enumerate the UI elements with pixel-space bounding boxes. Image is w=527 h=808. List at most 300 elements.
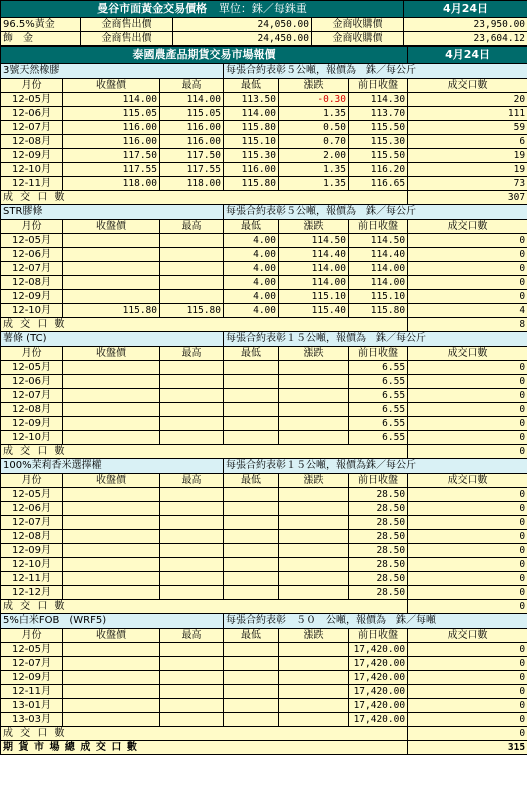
high-cell (160, 431, 224, 445)
table-row (1, 558, 527, 572)
table-row (1, 544, 527, 558)
gold-item-name: 96.5%黃金 (1, 18, 81, 32)
column-header: 月份 (1, 474, 63, 488)
volume-cell: 0 (408, 558, 527, 572)
column-header: 收盤價 (63, 474, 160, 488)
section-name: 100%茉莉香米選擇權 (1, 459, 224, 474)
table-row (1, 361, 527, 375)
month-cell: 12-12月 (1, 586, 63, 600)
high-cell (160, 671, 224, 685)
month-cell: 12-11月 (1, 685, 63, 699)
high-cell (160, 290, 224, 304)
column-header: 最高 (160, 79, 224, 93)
change-cell: 115.40 (279, 304, 349, 318)
volume-cell: 0 (408, 586, 527, 600)
table-row (1, 163, 527, 177)
change-cell (279, 586, 349, 600)
prev-close-cell: 28.50 (349, 488, 408, 502)
low-cell (224, 530, 279, 544)
futures-header (1, 47, 527, 64)
high-cell (160, 488, 224, 502)
low-cell (224, 417, 279, 431)
gold-item-name: 飾 金 (1, 32, 81, 46)
prev-close-cell: 6.55 (349, 389, 408, 403)
volume-cell: 0 (408, 389, 527, 403)
column-header: 最低 (224, 347, 279, 361)
prev-close-cell: 116.20 (349, 163, 408, 177)
high-cell: 116.00 (160, 121, 224, 135)
grand-total-row (1, 741, 527, 755)
column-header: 前日收盤 (349, 79, 408, 93)
low-cell: 114.00 (224, 107, 279, 121)
volume-cell: 0 (408, 516, 527, 530)
high-cell (160, 586, 224, 600)
section-total-row (1, 727, 527, 741)
section-header (1, 205, 527, 220)
section-total-label: 成 交 口 數 (1, 600, 408, 614)
column-header: 收盤價 (63, 347, 160, 361)
prev-close-cell: 28.50 (349, 558, 408, 572)
change-cell: 1.35 (279, 163, 349, 177)
change-cell (279, 516, 349, 530)
section-header (1, 332, 527, 347)
close-cell (63, 713, 160, 727)
volume-cell: 0 (408, 713, 527, 727)
change-cell (279, 403, 349, 417)
close-cell (63, 516, 160, 530)
table-row (1, 304, 527, 318)
volume-cell: 0 (408, 488, 527, 502)
table-row (1, 586, 527, 600)
sell-label: 金商售出價 (81, 32, 173, 46)
close-cell (63, 375, 160, 389)
column-header: 成交口數 (408, 220, 527, 234)
low-cell (224, 375, 279, 389)
column-header: 漲跌 (279, 474, 349, 488)
low-cell (224, 403, 279, 417)
column-header: 最低 (224, 474, 279, 488)
gold-title (1, 1, 404, 18)
prev-close-cell: 113.70 (349, 107, 408, 121)
month-cell: 13-03月 (1, 713, 63, 727)
close-cell (63, 502, 160, 516)
change-cell (279, 417, 349, 431)
table-row (1, 699, 527, 713)
low-cell (224, 516, 279, 530)
column-header-row (1, 474, 527, 488)
gold-title-text: 曼谷市面黃金交易價格 (97, 2, 208, 15)
change-cell: 0.70 (279, 135, 349, 149)
month-cell: 12-07月 (1, 516, 63, 530)
prev-close-cell: 114.00 (349, 262, 408, 276)
column-header: 前日收盤 (349, 220, 408, 234)
column-header: 前日收盤 (349, 347, 408, 361)
table-row (1, 121, 527, 135)
low-cell (224, 657, 279, 671)
table-row (1, 375, 527, 389)
prev-close-cell: 6.55 (349, 417, 408, 431)
high-cell: 115.05 (160, 107, 224, 121)
close-cell: 116.00 (63, 121, 160, 135)
low-cell: 4.00 (224, 234, 279, 248)
high-cell: 117.50 (160, 149, 224, 163)
table-row (1, 403, 527, 417)
column-header: 漲跌 (279, 629, 349, 643)
table-row (1, 234, 527, 248)
buy-price: 23,604.12 (404, 32, 527, 46)
close-cell (63, 544, 160, 558)
volume-cell: 0 (408, 544, 527, 558)
volume-cell: 0 (408, 699, 527, 713)
volume-cell: 0 (408, 685, 527, 699)
section-spec: 每張合約表彰５公噸，報價為 銖／每公斤 (224, 64, 527, 79)
change-cell: 114.50 (279, 234, 349, 248)
close-cell (63, 290, 160, 304)
high-cell (160, 276, 224, 290)
high-cell: 118.00 (160, 177, 224, 191)
close-cell (63, 403, 160, 417)
month-cell: 12-11月 (1, 177, 63, 191)
change-cell (279, 431, 349, 445)
prev-close-cell: 28.50 (349, 586, 408, 600)
month-cell: 12-09月 (1, 417, 63, 431)
section-total-value: 0 (408, 727, 527, 741)
column-header: 收盤價 (63, 629, 160, 643)
close-cell (63, 643, 160, 657)
column-header: 前日收盤 (349, 474, 408, 488)
table-row (1, 572, 527, 586)
section-total-label: 成 交 口 數 (1, 191, 408, 205)
month-cell: 12-10月 (1, 163, 63, 177)
gold-header (1, 1, 527, 18)
low-cell: 115.80 (224, 177, 279, 191)
high-cell (160, 572, 224, 586)
change-cell (279, 558, 349, 572)
prev-close-cell: 17,420.00 (349, 671, 408, 685)
close-cell (63, 389, 160, 403)
prev-close-cell: 115.50 (349, 149, 408, 163)
column-header-row (1, 629, 527, 643)
low-cell (224, 389, 279, 403)
section-total-row (1, 445, 527, 459)
change-cell: 1.35 (279, 177, 349, 191)
change-cell: 114.40 (279, 248, 349, 262)
month-cell: 12-07月 (1, 657, 63, 671)
low-cell: 115.80 (224, 121, 279, 135)
table-row (1, 530, 527, 544)
column-header: 漲跌 (279, 79, 349, 93)
column-header: 收盤價 (63, 79, 160, 93)
close-cell: 117.55 (63, 163, 160, 177)
section-total-value: 307 (408, 191, 527, 205)
volume-cell: 0 (408, 234, 527, 248)
change-cell: 115.10 (279, 290, 349, 304)
low-cell: 115.30 (224, 149, 279, 163)
table-row (1, 417, 527, 431)
low-cell (224, 502, 279, 516)
futures-table (0, 46, 527, 755)
change-cell (279, 671, 349, 685)
column-header: 最低 (224, 79, 279, 93)
high-cell (160, 685, 224, 699)
month-cell: 12-09月 (1, 290, 63, 304)
gold-unit: 單位：銖／每銖重 (218, 2, 307, 15)
low-cell (224, 699, 279, 713)
close-cell (63, 262, 160, 276)
month-cell: 12-07月 (1, 389, 63, 403)
table-row (1, 389, 527, 403)
change-cell (279, 502, 349, 516)
table-row (1, 516, 527, 530)
table-row (1, 276, 527, 290)
month-cell: 12-05月 (1, 488, 63, 502)
futures-title: 泰國農產品期貨交易市場報價 (1, 47, 408, 64)
low-cell: 113.50 (224, 93, 279, 107)
high-cell (160, 544, 224, 558)
change-cell (279, 488, 349, 502)
low-cell (224, 643, 279, 657)
change-cell: 114.00 (279, 276, 349, 290)
low-cell (224, 558, 279, 572)
high-cell: 114.00 (160, 93, 224, 107)
volume-cell: 0 (408, 671, 527, 685)
table-row (1, 248, 527, 262)
month-cell: 12-08月 (1, 530, 63, 544)
month-cell: 12-05月 (1, 234, 63, 248)
prev-close-cell: 17,420.00 (349, 713, 408, 727)
close-cell (63, 699, 160, 713)
change-cell (279, 375, 349, 389)
prev-close-cell: 114.40 (349, 248, 408, 262)
sell-label: 金商售出價 (81, 18, 173, 32)
prev-close-cell: 28.50 (349, 530, 408, 544)
column-header: 最高 (160, 347, 224, 361)
month-cell: 12-06月 (1, 375, 63, 389)
grand-total-value: 315 (408, 741, 527, 755)
prev-close-cell: 115.80 (349, 304, 408, 318)
grand-total-label: 期 貨 市 場 總 成 交 口 數 (1, 741, 408, 755)
close-cell (63, 248, 160, 262)
close-cell (63, 431, 160, 445)
table-row (1, 177, 527, 191)
column-header: 漲跌 (279, 347, 349, 361)
column-header: 收盤價 (63, 220, 160, 234)
volume-cell: 0 (408, 361, 527, 375)
low-cell (224, 685, 279, 699)
month-cell: 12-08月 (1, 276, 63, 290)
volume-cell: 73 (408, 177, 527, 191)
prev-close-cell: 28.50 (349, 572, 408, 586)
section-total-value: 0 (408, 600, 527, 614)
month-cell: 12-06月 (1, 248, 63, 262)
column-header-row (1, 79, 527, 93)
volume-cell: 0 (408, 417, 527, 431)
month-cell: 13-01月 (1, 699, 63, 713)
volume-cell: 0 (408, 290, 527, 304)
section-total-row (1, 600, 527, 614)
futures-date: 4月24日 (408, 47, 527, 64)
section-header (1, 459, 527, 474)
column-header: 月份 (1, 347, 63, 361)
section-name: STR膠條 (1, 205, 224, 220)
section-total-label: 成 交 口 數 (1, 445, 408, 459)
column-header: 最低 (224, 220, 279, 234)
low-cell (224, 713, 279, 727)
section-spec: 每張合約表彰１５公噸，報價為 銖／每公斤 (224, 332, 527, 347)
high-cell (160, 657, 224, 671)
high-cell (160, 248, 224, 262)
sell-price: 24,050.00 (173, 18, 312, 32)
low-cell: 115.10 (224, 135, 279, 149)
table-row (1, 685, 527, 699)
change-cell (279, 389, 349, 403)
prev-close-cell: 115.10 (349, 290, 408, 304)
month-cell: 12-07月 (1, 262, 63, 276)
month-cell: 12-07月 (1, 121, 63, 135)
column-header: 月份 (1, 79, 63, 93)
section-header (1, 614, 527, 629)
low-cell: 4.00 (224, 304, 279, 318)
column-header: 成交口數 (408, 79, 527, 93)
low-cell (224, 572, 279, 586)
prev-close-cell: 115.30 (349, 135, 408, 149)
low-cell: 4.00 (224, 290, 279, 304)
high-cell (160, 375, 224, 389)
month-cell: 12-09月 (1, 149, 63, 163)
high-cell (160, 699, 224, 713)
volume-cell: 0 (408, 643, 527, 657)
section-total-row (1, 191, 527, 205)
low-cell: 4.00 (224, 248, 279, 262)
volume-cell: 0 (408, 276, 527, 290)
high-cell (160, 643, 224, 657)
table-row (1, 93, 527, 107)
low-cell (224, 488, 279, 502)
change-cell (279, 699, 349, 713)
column-header: 月份 (1, 629, 63, 643)
sell-price: 24,450.00 (173, 32, 312, 46)
month-cell: 12-09月 (1, 544, 63, 558)
volume-cell: 4 (408, 304, 527, 318)
low-cell (224, 431, 279, 445)
change-cell (279, 643, 349, 657)
table-row (1, 431, 527, 445)
change-cell (279, 361, 349, 375)
close-cell (63, 417, 160, 431)
close-cell: 114.00 (63, 93, 160, 107)
column-header: 最低 (224, 629, 279, 643)
table-row (1, 713, 527, 727)
change-cell: 114.00 (279, 262, 349, 276)
gold-row (1, 32, 527, 46)
low-cell (224, 361, 279, 375)
close-cell: 117.50 (63, 149, 160, 163)
change-cell (279, 572, 349, 586)
close-cell (63, 361, 160, 375)
volume-cell: 0 (408, 248, 527, 262)
section-name: 3號天然橡膠 (1, 64, 224, 79)
close-cell (63, 234, 160, 248)
table-row (1, 502, 527, 516)
volume-cell: 19 (408, 149, 527, 163)
change-cell (279, 530, 349, 544)
prev-close-cell: 28.50 (349, 502, 408, 516)
column-header: 最高 (160, 474, 224, 488)
prev-close-cell: 114.30 (349, 93, 408, 107)
change-cell (279, 657, 349, 671)
change-cell: 2.00 (279, 149, 349, 163)
buy-price: 23,950.00 (404, 18, 527, 32)
month-cell: 12-06月 (1, 107, 63, 121)
volume-cell: 19 (408, 163, 527, 177)
buy-label: 金商收購價 (312, 32, 404, 46)
change-cell (279, 713, 349, 727)
high-cell (160, 389, 224, 403)
volume-cell: 59 (408, 121, 527, 135)
prev-close-cell: 17,420.00 (349, 699, 408, 713)
high-cell (160, 530, 224, 544)
volume-cell: 0 (408, 530, 527, 544)
column-header: 最高 (160, 629, 224, 643)
buy-label: 金商收購價 (312, 18, 404, 32)
prev-close-cell: 17,420.00 (349, 685, 408, 699)
close-cell: 116.00 (63, 135, 160, 149)
section-spec: 每張合約表彰５公噸，報價為 銖／每公斤 (224, 205, 527, 220)
change-cell: 0.50 (279, 121, 349, 135)
change-cell: 1.35 (279, 107, 349, 121)
prev-close-cell: 6.55 (349, 361, 408, 375)
section-total-value: 8 (408, 318, 527, 332)
table-row (1, 107, 527, 121)
prev-close-cell: 6.55 (349, 375, 408, 389)
prev-close-cell: 28.50 (349, 544, 408, 558)
volume-cell: 0 (408, 403, 527, 417)
prev-close-cell: 116.65 (349, 177, 408, 191)
month-cell: 12-05月 (1, 643, 63, 657)
section-header (1, 64, 527, 79)
close-cell (63, 488, 160, 502)
table-row (1, 262, 527, 276)
volume-cell: 0 (408, 572, 527, 586)
volume-cell: 6 (408, 135, 527, 149)
section-name: 5%白米FOB (WRF5) (1, 614, 224, 629)
close-cell: 115.05 (63, 107, 160, 121)
high-cell (160, 502, 224, 516)
gold-price-table (0, 0, 527, 46)
section-total-value: 0 (408, 445, 527, 459)
section-total-label: 成 交 口 數 (1, 318, 408, 332)
volume-cell: 0 (408, 262, 527, 276)
close-cell (63, 276, 160, 290)
table-row (1, 135, 527, 149)
low-cell (224, 671, 279, 685)
prev-close-cell: 115.50 (349, 121, 408, 135)
close-cell (63, 657, 160, 671)
close-cell (63, 530, 160, 544)
prev-close-cell: 17,420.00 (349, 643, 408, 657)
column-header: 漲跌 (279, 220, 349, 234)
gold-date: 4月24日 (404, 1, 527, 18)
low-cell: 4.00 (224, 276, 279, 290)
gold-row (1, 18, 527, 32)
month-cell: 12-05月 (1, 361, 63, 375)
volume-cell: 0 (408, 375, 527, 389)
prev-close-cell: 28.50 (349, 516, 408, 530)
high-cell (160, 262, 224, 276)
column-header: 成交口數 (408, 629, 527, 643)
prev-close-cell: 6.55 (349, 431, 408, 445)
low-cell (224, 586, 279, 600)
